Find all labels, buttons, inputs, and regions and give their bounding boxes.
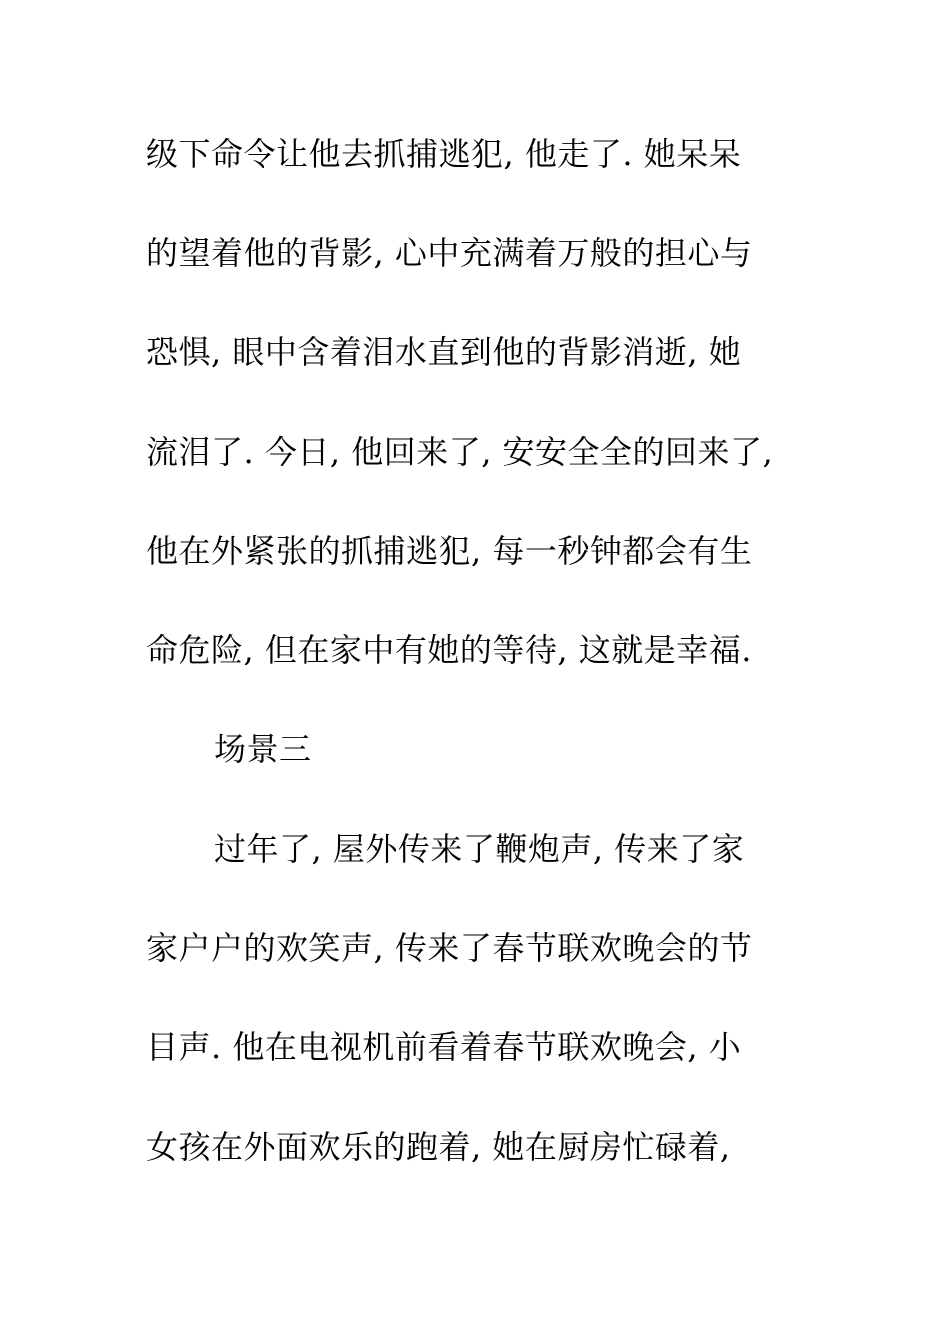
text-line: 恐惧, 眼中含着泪水直到他的背影消逝, 她 [146, 333, 742, 371]
text-line: 流泪了. 今日, 他回来了, 安安全全的回来了, [146, 433, 774, 471]
text-line: 过年了, 屋外传来了鞭炮声, 传来了家 [214, 830, 745, 868]
text-line: 家户户的欢笑声, 传来了春节联欢晚会的节 [146, 929, 753, 967]
section-heading: 场景三 [214, 730, 312, 768]
text-line: 女孩在外面欢乐的跑着, 她在厨房忙碌着, [146, 1128, 731, 1166]
text-line: 他在外紧张的抓捕逃犯, 每一秒钟都会有生 [146, 532, 753, 570]
text-line: 级下命令让他去抓捕逃犯, 他走了. 她呆呆 [146, 135, 742, 173]
text-line: 目声. 他在电视机前看着春节联欢晚会, 小 [146, 1028, 742, 1066]
text-line: 命危险, 但在家中有她的等待, 这就是幸福. [146, 631, 752, 669]
text-line: 的望着他的背影, 心中充满着万般的担心与 [146, 234, 753, 272]
